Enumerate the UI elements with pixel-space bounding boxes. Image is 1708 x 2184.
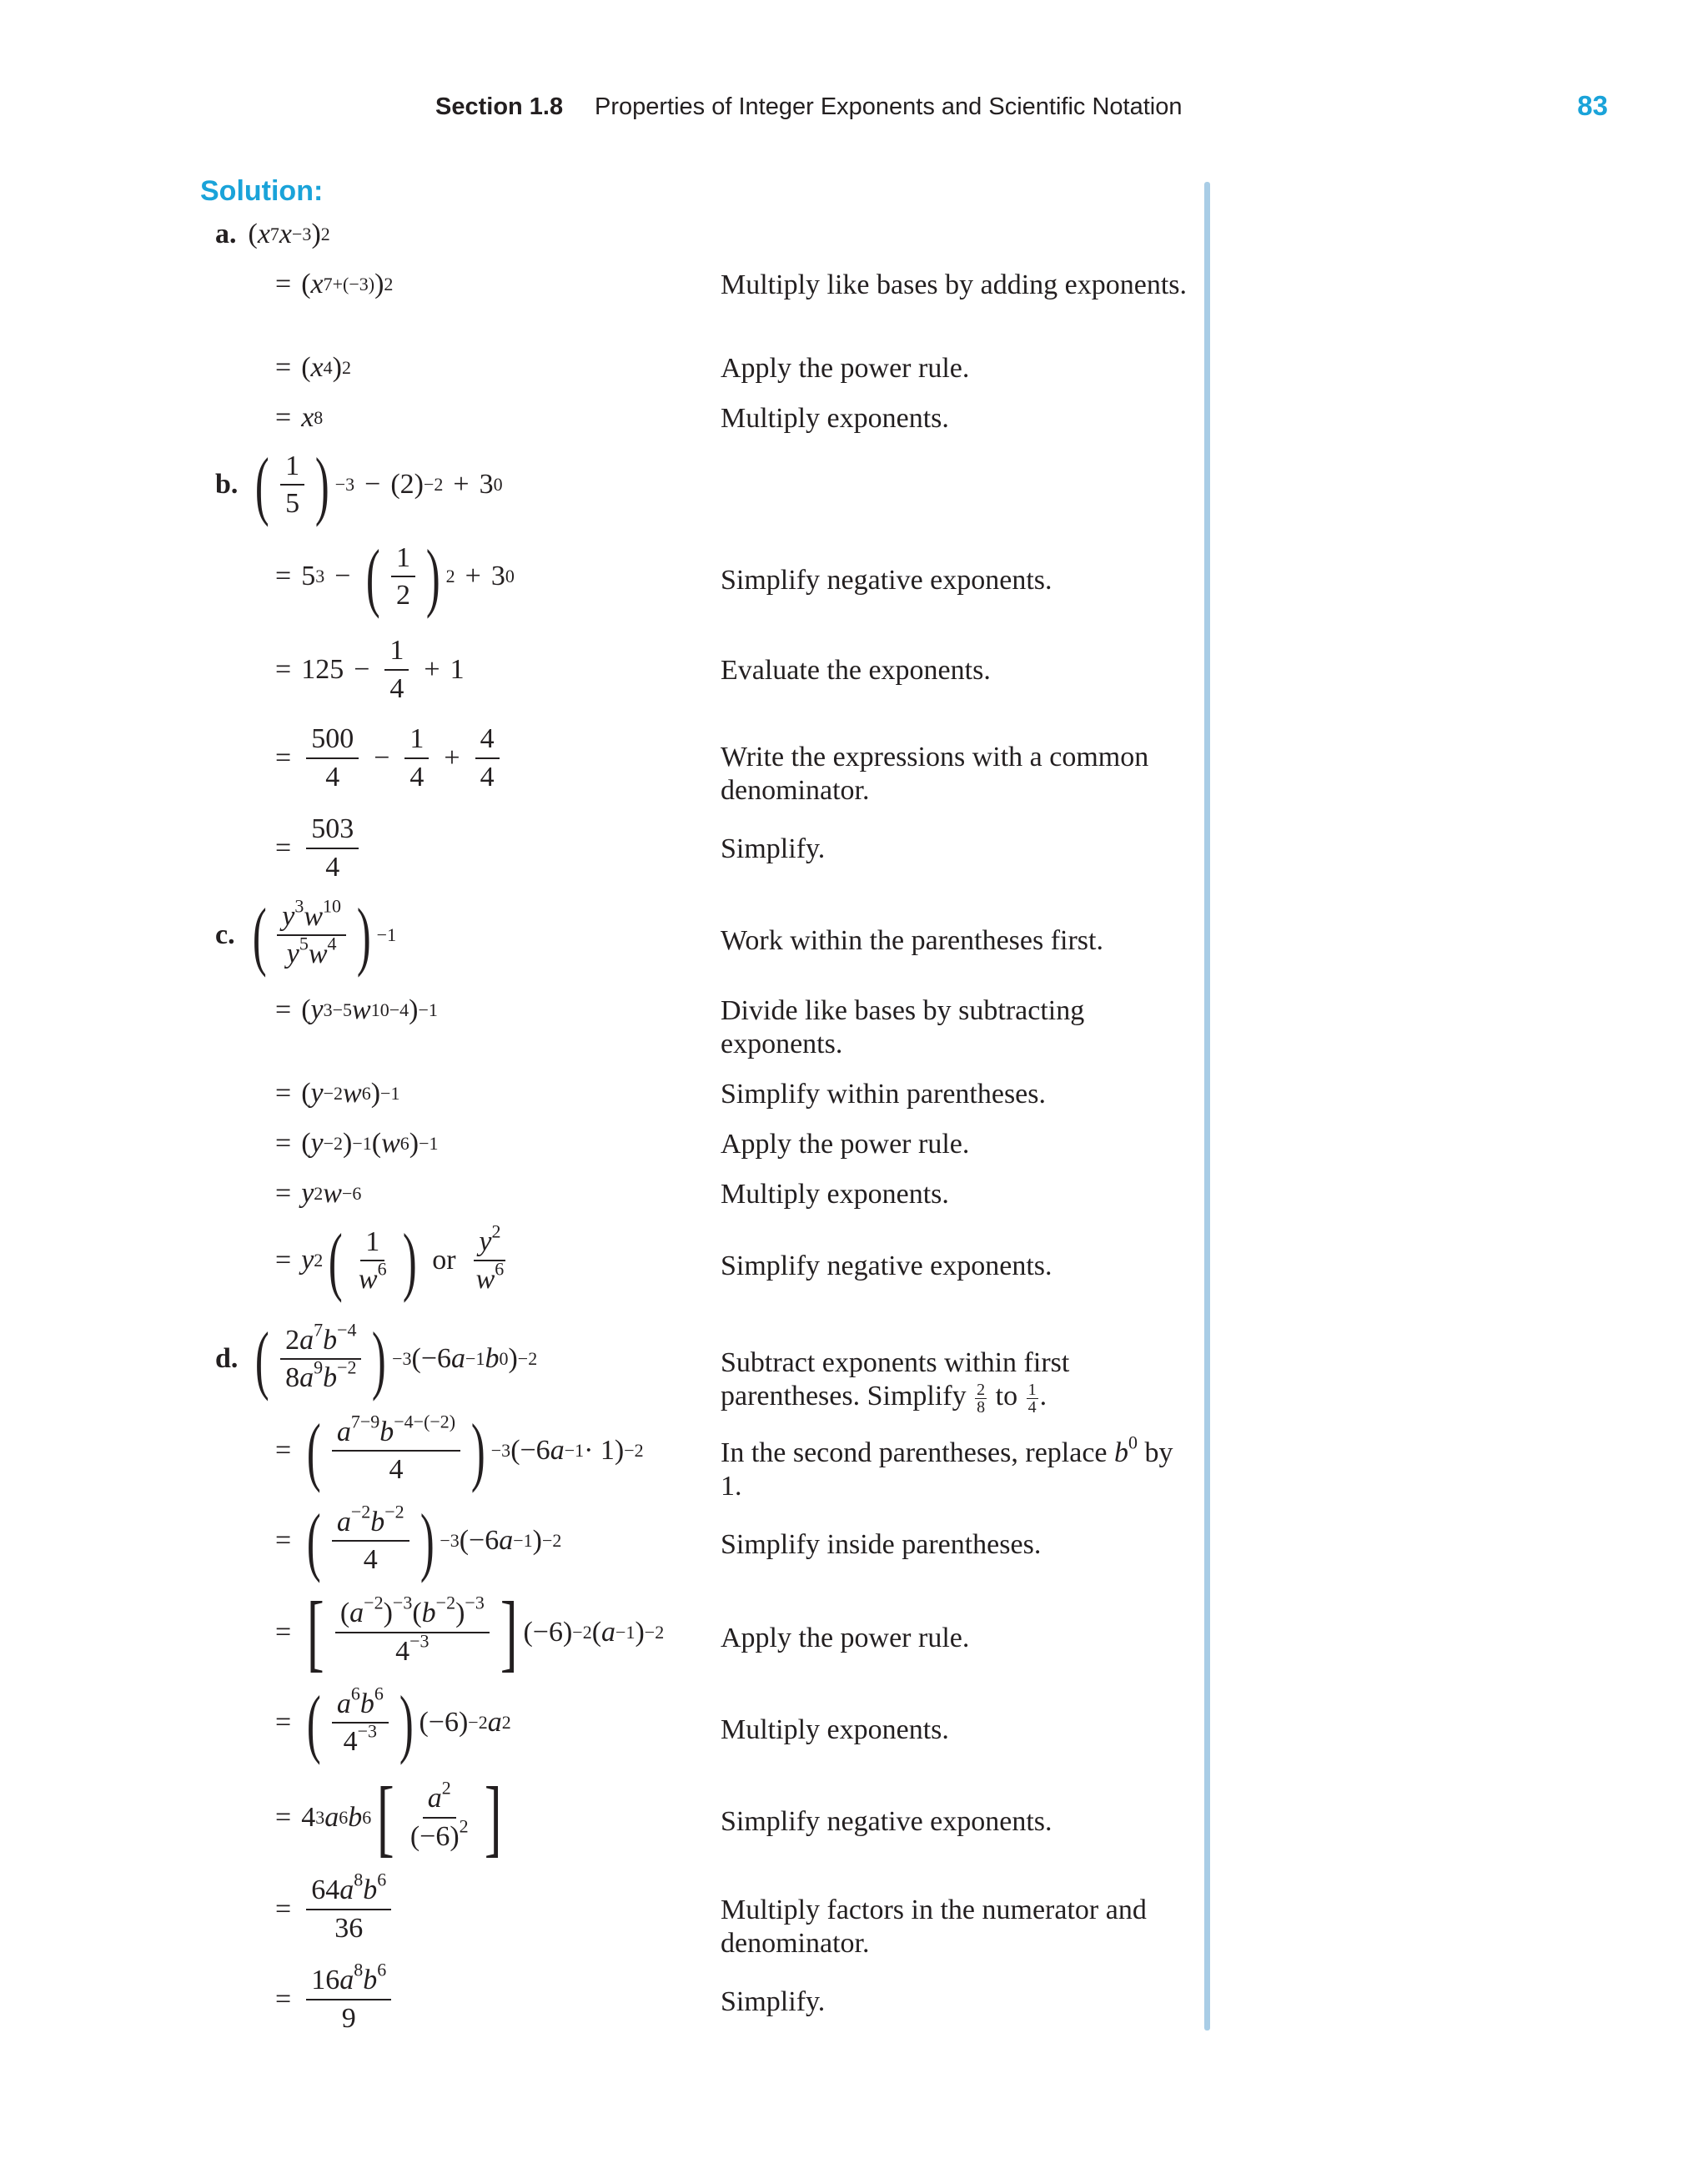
step-d6: = $\frac{64a^8b^6}{36}$ bbox=[275, 1875, 396, 1943]
part-d-expression: d. ( $2a^7b^{-4}$ $8a^9b^{-2}$ ) −3 (−6 a −1 b 0 ) −2 bbox=[215, 1316, 538, 1401]
note-b4: Simplify. bbox=[721, 833, 826, 864]
part-d-label: d. bbox=[215, 1343, 239, 1375]
step-b2: = 125 − $\frac{1}{4}$ + 1 bbox=[275, 635, 465, 704]
note-c4: Multiply exponents. bbox=[721, 1179, 949, 1210]
note-a3: Multiply exponents. bbox=[721, 403, 949, 434]
part-c-expression: c. ( $y^3w^{10}$ $y^5w^4$ ) −1 bbox=[215, 893, 397, 978]
step-a3: = x 8 bbox=[275, 402, 324, 433]
note-d0-text: Subtract exponents within first parentheses. Simplify bbox=[721, 1347, 1070, 1412]
note-d3: Apply the power rule. bbox=[721, 1623, 970, 1653]
step-d2: = ( $a^{-2}b^{-2}$ 4 ) −3 (−6 a −1 ) −2 bbox=[275, 1498, 562, 1583]
note-d1: In the second parentheses, replace $b^0$ by 1. bbox=[721, 1432, 1173, 1502]
step-d1: = ( $a^{7-9}b^{-4-(-2)}$ 4 ) −3 (−6 a −1 · 1) −2 bbox=[275, 1408, 644, 1493]
note-d0: Subtract exponents within first parentheses. Simplify $\frac{2}{8}$ to $\frac{1}{4}$ . bbox=[721, 1347, 1070, 1417]
step-a2: = ( x 4 ) 2 bbox=[275, 352, 351, 383]
note-d0-to: to bbox=[995, 1381, 1018, 1412]
step-d4: = ( $a^6b^6$ $4^{-3}$ ) (−6) −2 a 2 bbox=[275, 1680, 511, 1765]
part-a-expression: a. ( x 7 x −3 ) 2 bbox=[215, 219, 330, 249]
note-a1: Multiply like bases by adding exponents. bbox=[721, 269, 1188, 300]
part-c-label: c. bbox=[215, 919, 235, 951]
step-b3: = $\frac{500}{4}$ − $\frac{1}{4}$ + $\frac{4}{4}$ bbox=[275, 724, 505, 792]
step-c3: = ( y −2 ) −1 ( w 6 ) −1 bbox=[275, 1128, 439, 1159]
page-number: 83 bbox=[1577, 90, 1608, 121]
step-a1: = ( x 7+(−3) ) 2 bbox=[275, 269, 394, 299]
section-title: Properties of Integer Exponents and Scientific Notation bbox=[595, 93, 1183, 120]
note-c3: Apply the power rule. bbox=[721, 1129, 970, 1160]
note-d4: Multiply exponents. bbox=[721, 1714, 949, 1745]
step-b4: = $\frac{503}{4}$ bbox=[275, 814, 364, 882]
step-d7: = $\frac{16a^8b^6}{9}$ bbox=[275, 1965, 396, 2033]
solution-heading: Solution: bbox=[200, 175, 324, 207]
step-c5: = y 2 ( 1 $w^6$ ) or $y^2$ $w^6$ bbox=[275, 1226, 514, 1296]
part-b-label: b. bbox=[215, 469, 239, 501]
step-b1: = 5 3 − ( 1 2 ) 2 + 3 0 bbox=[275, 534, 515, 619]
fraction-two-eighths: $\frac{2}{8}$ bbox=[977, 1380, 986, 1417]
step-c2: = ( y −2 w 6 ) −1 bbox=[275, 1078, 400, 1109]
step-d5: = 4 3 a 6 b 6 [ $a^2$ $(-6)^2$ ] bbox=[275, 1769, 502, 1865]
note-a2: Apply the power rule. bbox=[721, 353, 970, 384]
note-d5: Simplify negative exponents. bbox=[721, 1806, 1052, 1837]
note-d1-text: In the second parentheses, replace bbox=[721, 1437, 1108, 1468]
note-d6: Multiply factors in the numerator and denominator. bbox=[721, 1895, 1147, 1959]
note-c2: Simplify within parentheses. bbox=[721, 1079, 1047, 1110]
fraction-one-fourth: $\frac{1}{4}$ bbox=[1027, 1380, 1037, 1417]
step-c4: = y 2 w −6 bbox=[275, 1178, 362, 1209]
step-d3: = [ $(a^{-2})^{-3}(b^{-2})^{-3}$ $4^{-3}$ ] (−6) −2 ( a −1 ) −2 bbox=[275, 1584, 665, 1680]
note-b1: Simplify negative exponents. bbox=[721, 565, 1052, 596]
step-c1: = ( y 3−5 w 10−4 ) −1 bbox=[275, 994, 438, 1025]
section-label: Section 1.8 bbox=[435, 93, 564, 120]
note-c1: Divide like bases by subtracting exponents. bbox=[721, 995, 1085, 1059]
note-c0: Work within the parentheses first. bbox=[721, 925, 1103, 956]
note-d1-suffix: by 1. bbox=[721, 1437, 1173, 1502]
sidebar-rule bbox=[1204, 182, 1210, 2031]
note-c5: Simplify negative exponents. bbox=[721, 1251, 1052, 1281]
note-b2: Evaluate the exponents. bbox=[721, 655, 991, 686]
part-a-label: a. bbox=[215, 219, 237, 249]
note-d7: Simplify. bbox=[721, 1986, 826, 2017]
part-b-expression: b. ( 1 5 ) −3 − (2) −2 + 3 0 bbox=[215, 442, 503, 527]
note-b3: Write the expressions with a common denominator. bbox=[721, 742, 1149, 806]
note-d2: Simplify inside parentheses. bbox=[721, 1529, 1042, 1560]
